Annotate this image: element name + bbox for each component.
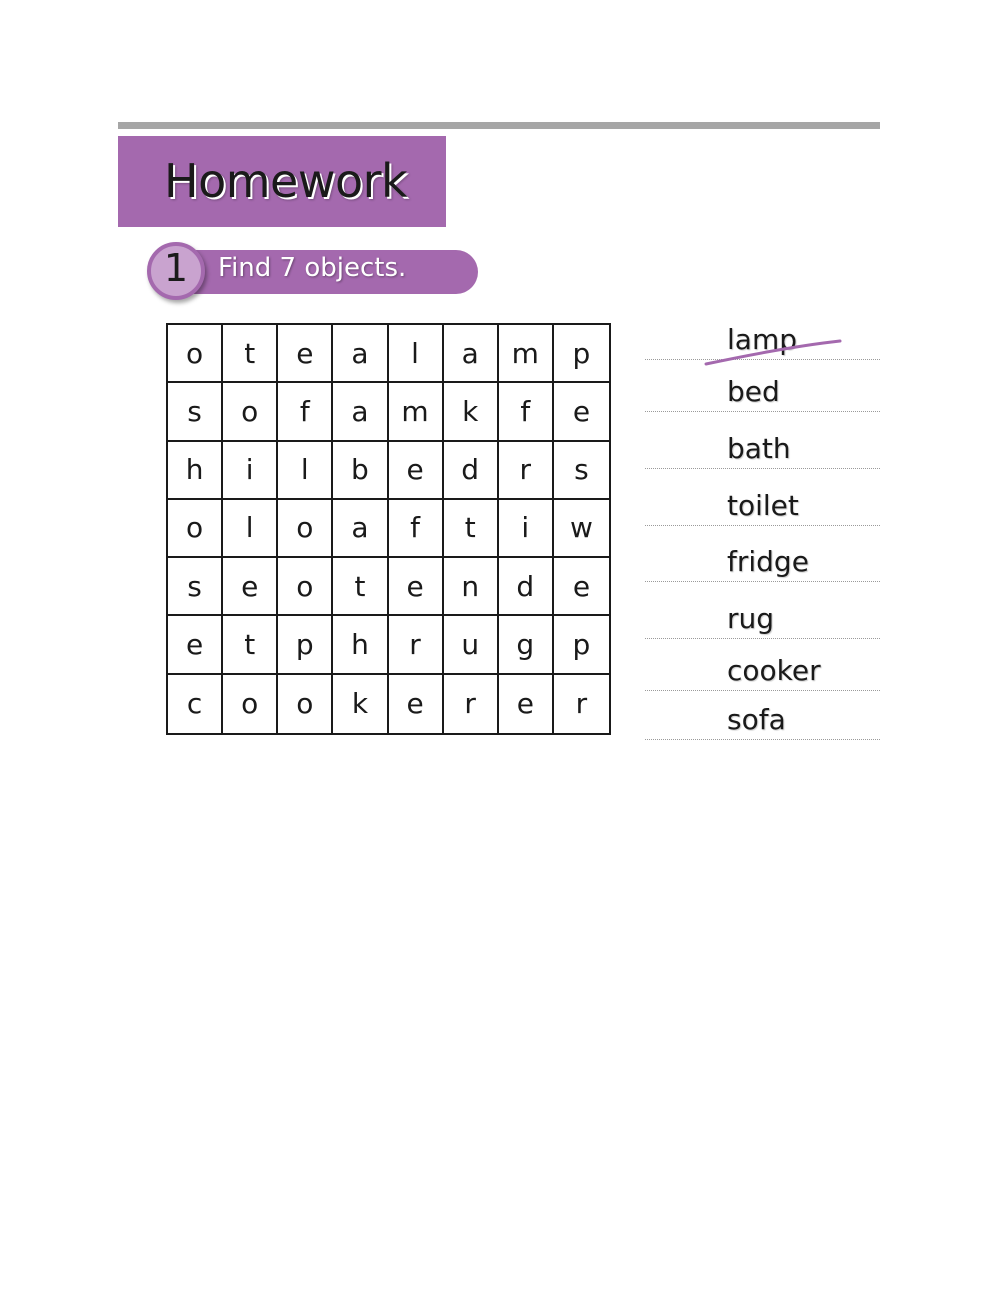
word-line bbox=[645, 429, 880, 469]
word-item: cooker bbox=[727, 654, 821, 687]
grid-cell[interactable]: e bbox=[223, 558, 278, 616]
top-divider bbox=[118, 122, 880, 129]
strike-through-mark bbox=[704, 338, 844, 368]
word-line bbox=[645, 544, 880, 582]
grid-cell[interactable]: t bbox=[223, 616, 278, 674]
word-line bbox=[645, 376, 880, 412]
grid-cell[interactable]: o bbox=[168, 325, 223, 383]
grid-cell[interactable]: k bbox=[444, 383, 499, 441]
grid-cell[interactable]: e bbox=[554, 558, 609, 616]
grid-cell[interactable]: s bbox=[168, 383, 223, 441]
grid-cell[interactable]: t bbox=[333, 558, 388, 616]
grid-cell[interactable]: e bbox=[168, 616, 223, 674]
grid-cell[interactable]: f bbox=[499, 383, 554, 441]
grid-cell[interactable]: r bbox=[575, 687, 588, 721]
grid-cell[interactable]: a bbox=[333, 325, 388, 383]
grid-cell[interactable]: o bbox=[278, 500, 333, 558]
grid-cell[interactable]: o bbox=[278, 558, 333, 616]
instruction-text: Find 7 objects. bbox=[218, 253, 407, 283]
word-item: lamp bbox=[727, 323, 797, 356]
grid-cell[interactable]: l bbox=[278, 442, 333, 500]
grid-cell[interactable]: e bbox=[499, 675, 554, 733]
word-line bbox=[645, 600, 880, 639]
grid-cell[interactable]: l bbox=[389, 325, 444, 383]
word-search-grid bbox=[166, 323, 611, 735]
grid-cell[interactable]: a bbox=[333, 500, 388, 558]
grid-cell[interactable]: f bbox=[389, 500, 444, 558]
grid-cell[interactable]: r bbox=[389, 616, 444, 674]
grid-cell[interactable]: s bbox=[168, 558, 223, 616]
grid-cell[interactable]: e bbox=[389, 442, 444, 500]
grid-cell[interactable]: w bbox=[554, 500, 609, 558]
grid-cell[interactable]: u bbox=[444, 616, 499, 674]
grid-cell[interactable]: o bbox=[223, 383, 278, 441]
word-item: sofa bbox=[727, 703, 786, 736]
grid-cell[interactable]: h bbox=[333, 616, 388, 674]
grid-cell[interactable]: e bbox=[278, 325, 333, 383]
grid-cell[interactable]: m bbox=[389, 383, 444, 441]
word-line bbox=[645, 486, 880, 526]
word-item: bed bbox=[727, 375, 780, 408]
grid-cell[interactable]: h bbox=[168, 442, 223, 500]
grid-cell[interactable]: i bbox=[223, 442, 278, 500]
grid-cell[interactable]: f bbox=[278, 383, 333, 441]
word-item: bath bbox=[727, 432, 791, 465]
grid-cell[interactable]: r bbox=[444, 675, 499, 733]
word-item: fridge bbox=[727, 545, 809, 578]
grid-cell[interactable]: o bbox=[278, 675, 333, 733]
grid-cell[interactable]: a bbox=[444, 325, 499, 383]
grid-cell[interactable]: p bbox=[554, 616, 609, 674]
grid-cell[interactable]: s bbox=[554, 442, 609, 500]
grid-cell[interactable]: n bbox=[444, 558, 499, 616]
grid-cell[interactable]: e bbox=[554, 383, 609, 441]
exercise-number: 1 bbox=[163, 246, 189, 290]
word-item: rug bbox=[727, 602, 775, 635]
grid-cell[interactable]: c bbox=[168, 675, 223, 733]
grid-cell[interactable]: o bbox=[223, 675, 278, 733]
grid-cell[interactable]: a bbox=[333, 383, 388, 441]
grid-cell[interactable]: k bbox=[333, 675, 388, 733]
grid-cell[interactable]: d bbox=[499, 558, 554, 616]
grid-cell[interactable]: o bbox=[168, 500, 223, 558]
word-line bbox=[645, 653, 880, 691]
grid-cell[interactable]: l bbox=[223, 500, 278, 558]
word-item: toilet bbox=[727, 489, 799, 522]
page-title: Homework bbox=[164, 154, 408, 208]
grid-cell[interactable]: p bbox=[278, 616, 333, 674]
grid-cell[interactable]: p bbox=[554, 325, 609, 383]
grid-cell[interactable]: e bbox=[389, 558, 444, 616]
grid-cell[interactable]: d bbox=[444, 442, 499, 500]
grid-cell[interactable]: t bbox=[223, 325, 278, 383]
grid-cell[interactable]: r bbox=[499, 442, 554, 500]
word-line bbox=[645, 705, 880, 740]
grid-cell[interactable]: t bbox=[444, 500, 499, 558]
grid-cell[interactable]: b bbox=[333, 442, 388, 500]
grid-cell[interactable]: i bbox=[499, 500, 554, 558]
grid-cell[interactable]: e bbox=[389, 675, 444, 733]
grid-cell[interactable]: g bbox=[499, 616, 554, 674]
grid-cell[interactable]: m bbox=[499, 325, 554, 383]
